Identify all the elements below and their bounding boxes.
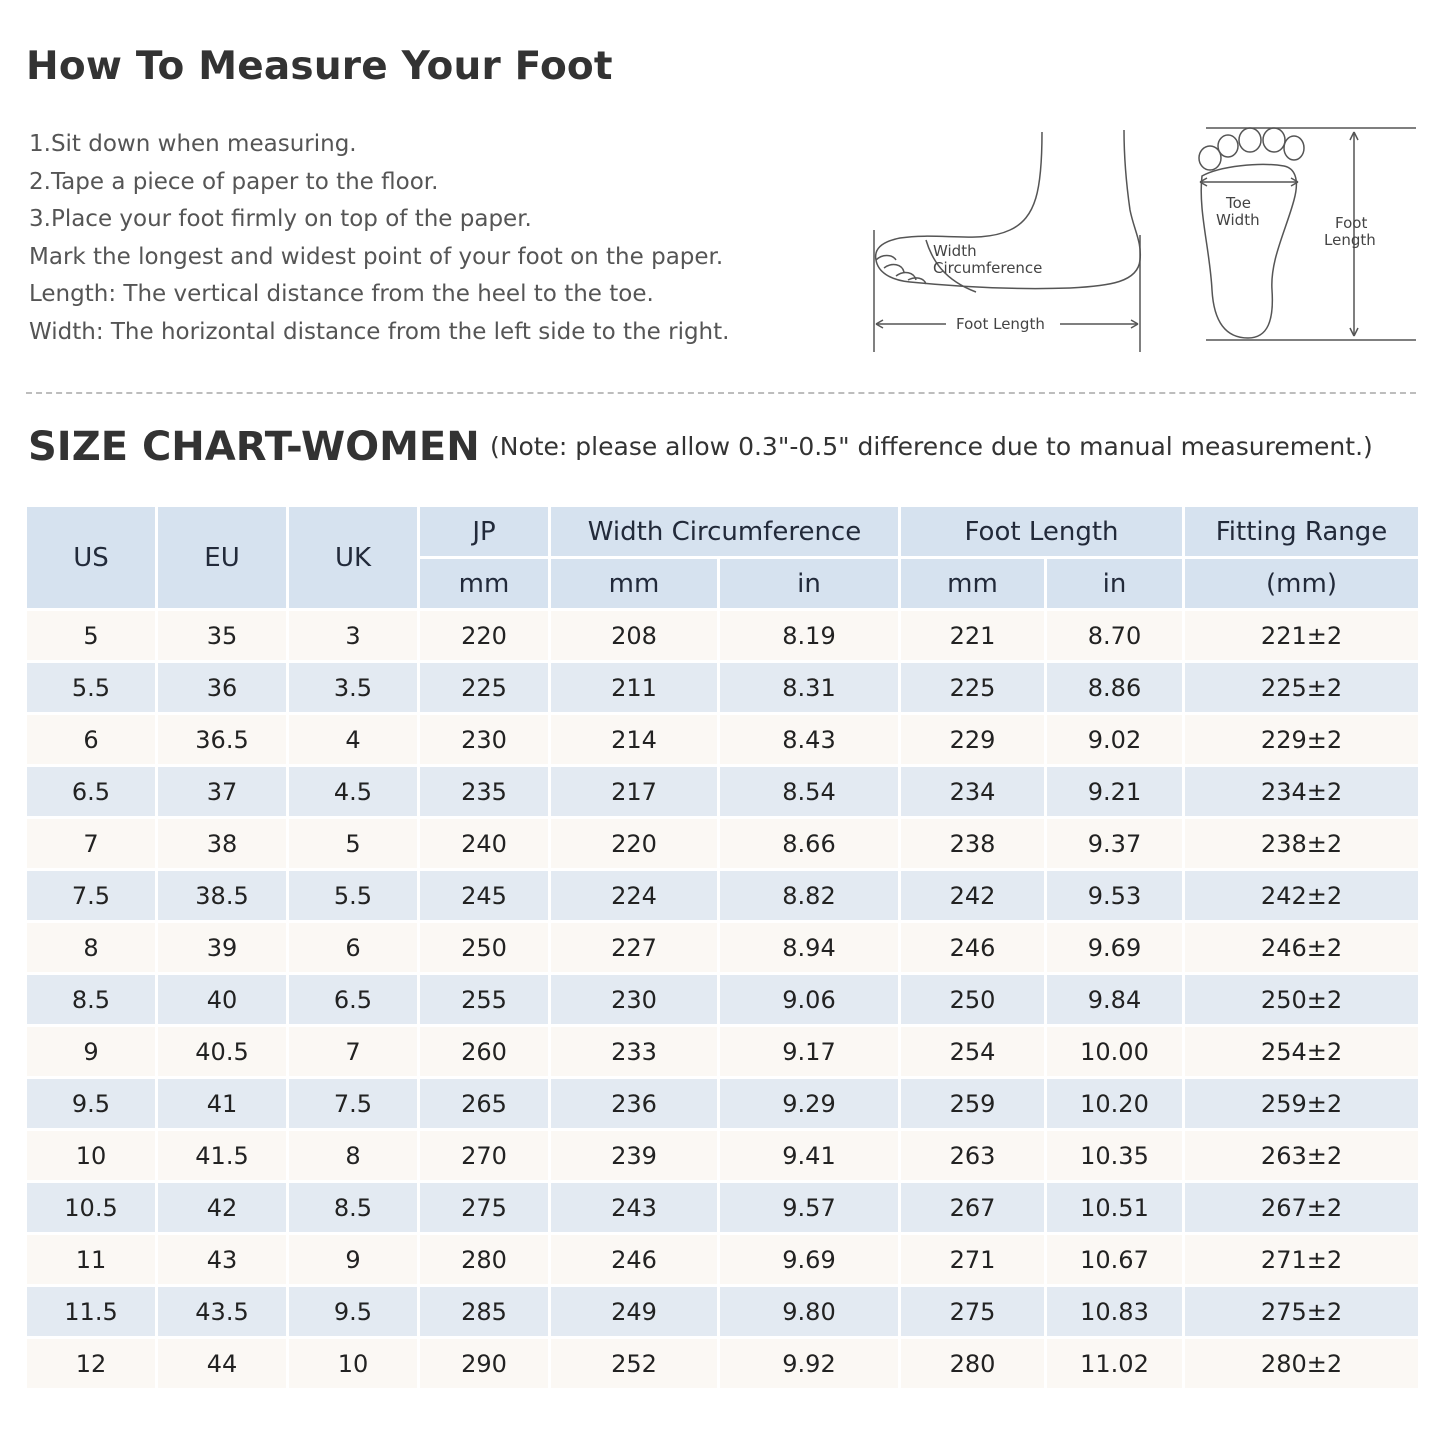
header-width-circumference: Width Circumference: [551, 507, 898, 556]
header-jp: JP: [420, 507, 548, 556]
cell-wc-mm: 246: [551, 1235, 717, 1284]
cell-wc-mm: 217: [551, 767, 717, 816]
cell-eu: 43.5: [158, 1287, 286, 1336]
cell-fl-mm: 234: [901, 767, 1044, 816]
cell-fitting-range: 225±2: [1185, 663, 1418, 712]
cell-fl-in: 11.02: [1047, 1339, 1182, 1388]
table-row: [27, 819, 1418, 868]
cell-wc-in: 9.92: [720, 1339, 898, 1388]
cell-eu: 40: [158, 975, 286, 1024]
header-jp-unit: mm: [420, 559, 548, 608]
cell-us: 9.5: [27, 1079, 155, 1128]
cell-us: 7.5: [27, 871, 155, 920]
instruction-step: Mark the longest and widest point of your foot on the paper.: [29, 243, 724, 270]
cell-eu: 41: [158, 1079, 286, 1128]
cell-fitting-range: 267±2: [1185, 1183, 1418, 1232]
cell-eu: 36.5: [158, 715, 286, 764]
cell-eu: 44: [158, 1339, 286, 1388]
cell-jp-mm: 250: [420, 923, 548, 972]
page-title: How To Measure Your Foot: [26, 44, 613, 89]
cell-fl-mm: 263: [901, 1131, 1044, 1180]
cell-us: 11.5: [27, 1287, 155, 1336]
cell-jp-mm: 290: [420, 1339, 548, 1388]
header-uk: UK: [289, 507, 417, 608]
table-row: [27, 1183, 1418, 1232]
size-chart-body: [27, 611, 1418, 1388]
cell-fl-in: 10.83: [1047, 1287, 1182, 1336]
top-length-label-1: Foot: [1335, 214, 1368, 232]
cell-uk: 5: [289, 819, 417, 868]
cell-wc-in: 8.66: [720, 819, 898, 868]
table-row: [27, 767, 1418, 816]
cell-wc-in: 9.80: [720, 1287, 898, 1336]
cell-eu: 43: [158, 1235, 286, 1284]
cell-eu: 37: [158, 767, 286, 816]
cell-fitting-range: 234±2: [1185, 767, 1418, 816]
table-row: [27, 975, 1418, 1024]
cell-wc-mm: 211: [551, 663, 717, 712]
foot-measure-diagram: [860, 120, 1420, 360]
cell-fitting-range: 271±2: [1185, 1235, 1418, 1284]
cell-fl-in: 10.00: [1047, 1027, 1182, 1076]
cell-fl-mm: 267: [901, 1183, 1044, 1232]
cell-jp-mm: 285: [420, 1287, 548, 1336]
cell-wc-in: 8.19: [720, 611, 898, 660]
cell-uk: 6.5: [289, 975, 417, 1024]
cell-wc-in: 8.43: [720, 715, 898, 764]
cell-jp-mm: 235: [420, 767, 548, 816]
cell-uk: 8: [289, 1131, 417, 1180]
instruction-step: 3.Place your foot firmly on top of the paper.: [29, 206, 532, 233]
size-chart-title: SIZE CHART-WOMEN: [28, 424, 480, 470]
cell-fitting-range: 259±2: [1185, 1079, 1418, 1128]
table-row: [27, 871, 1418, 920]
cell-fl-mm: 221: [901, 611, 1044, 660]
cell-fl-in: 9.21: [1047, 767, 1182, 816]
cell-fl-mm: 250: [901, 975, 1044, 1024]
cell-uk: 4.5: [289, 767, 417, 816]
table-row: [27, 663, 1418, 712]
cell-jp-mm: 240: [420, 819, 548, 868]
instruction-step: 2.Tape a piece of paper to the floor.: [29, 168, 439, 195]
cell-jp-mm: 220: [420, 611, 548, 660]
cell-fl-mm: 275: [901, 1287, 1044, 1336]
table-row: [27, 715, 1418, 764]
cell-wc-mm: 249: [551, 1287, 717, 1336]
table-row: [27, 1079, 1418, 1128]
cell-fl-in: 10.20: [1047, 1079, 1182, 1128]
cell-fitting-range: 275±2: [1185, 1287, 1418, 1336]
cell-fitting-range: 229±2: [1185, 715, 1418, 764]
cell-uk: 9: [289, 1235, 417, 1284]
cell-jp-mm: 255: [420, 975, 548, 1024]
cell-uk: 7: [289, 1027, 417, 1076]
cell-wc-mm: 239: [551, 1131, 717, 1180]
cell-us: 5: [27, 611, 155, 660]
cell-us: 8: [27, 923, 155, 972]
cell-wc-in: 9.06: [720, 975, 898, 1024]
cell-eu: 38: [158, 819, 286, 868]
cell-jp-mm: 275: [420, 1183, 548, 1232]
header-fr-unit: (mm): [1185, 559, 1418, 608]
cell-us: 8.5: [27, 975, 155, 1024]
top-foot-illustration: [1199, 128, 1416, 340]
size-chart-note: (Note: please allow 0.3"-0.5" difference due to manual measurement.): [490, 432, 1373, 461]
cell-fl-mm: 254: [901, 1027, 1044, 1076]
cell-fl-in: 9.02: [1047, 715, 1182, 764]
cell-us: 11: [27, 1235, 155, 1284]
cell-wc-in: 8.31: [720, 663, 898, 712]
header-us: US: [27, 507, 155, 608]
cell-fl-mm: 242: [901, 871, 1044, 920]
cell-jp-mm: 260: [420, 1027, 548, 1076]
cell-wc-in: 9.29: [720, 1079, 898, 1128]
table-row: [27, 1339, 1418, 1388]
cell-fl-in: 10.67: [1047, 1235, 1182, 1284]
cell-us: 10: [27, 1131, 155, 1180]
cell-fl-in: 9.53: [1047, 871, 1182, 920]
cell-us: 12: [27, 1339, 155, 1388]
cell-wc-mm: 233: [551, 1027, 717, 1076]
cell-fl-mm: 229: [901, 715, 1044, 764]
header-fitting-range: Fitting Range: [1185, 507, 1418, 556]
cell-fl-in: 9.37: [1047, 819, 1182, 868]
cell-eu: 42: [158, 1183, 286, 1232]
cell-eu: 35: [158, 611, 286, 660]
header-foot-length: Foot Length: [901, 507, 1182, 556]
cell-wc-in: 9.41: [720, 1131, 898, 1180]
cell-wc-mm: 214: [551, 715, 717, 764]
cell-jp-mm: 230: [420, 715, 548, 764]
cell-fitting-range: 280±2: [1185, 1339, 1418, 1388]
cell-uk: 5.5: [289, 871, 417, 920]
cell-eu: 39: [158, 923, 286, 972]
cell-wc-in: 8.94: [720, 923, 898, 972]
header-fl-in: in: [1047, 559, 1182, 608]
cell-wc-mm: 243: [551, 1183, 717, 1232]
cell-uk: 9.5: [289, 1287, 417, 1336]
cell-eu: 40.5: [158, 1027, 286, 1076]
cell-fitting-range: 246±2: [1185, 923, 1418, 972]
cell-fl-mm: 259: [901, 1079, 1044, 1128]
toe-width-label-2: Width: [1216, 211, 1260, 229]
cell-uk: 7.5: [289, 1079, 417, 1128]
cell-wc-in: 8.54: [720, 767, 898, 816]
cell-jp-mm: 270: [420, 1131, 548, 1180]
cell-wc-mm: 208: [551, 611, 717, 660]
cell-wc-mm: 220: [551, 819, 717, 868]
cell-eu: 38.5: [158, 871, 286, 920]
top-length-label-2: Length: [1324, 231, 1376, 249]
cell-fl-in: 10.35: [1047, 1131, 1182, 1180]
cell-wc-in: 9.57: [720, 1183, 898, 1232]
cell-uk: 6: [289, 923, 417, 972]
header-wc-mm: mm: [551, 559, 717, 608]
cell-jp-mm: 280: [420, 1235, 548, 1284]
side-width-label-2: Circumference: [933, 259, 1043, 277]
side-length-label: Foot Length: [956, 315, 1045, 333]
measure-instructions: [29, 126, 729, 352]
header-fl-mm: mm: [901, 559, 1044, 608]
table-row: [27, 1131, 1418, 1180]
cell-wc-mm: 227: [551, 923, 717, 972]
cell-wc-mm: 224: [551, 871, 717, 920]
cell-wc-in: 9.69: [720, 1235, 898, 1284]
cell-us: 10.5: [27, 1183, 155, 1232]
cell-fitting-range: 238±2: [1185, 819, 1418, 868]
header-eu: EU: [158, 507, 286, 608]
table-row: [27, 1287, 1418, 1336]
table-row: [27, 1027, 1418, 1076]
instruction-step: Length: The vertical distance from the heel to the toe.: [29, 281, 654, 308]
cell-us: 9: [27, 1027, 155, 1076]
cell-fl-in: 9.84: [1047, 975, 1182, 1024]
cell-jp-mm: 225: [420, 663, 548, 712]
cell-fl-in: 9.69: [1047, 923, 1182, 972]
side-width-label-1: Width: [933, 242, 977, 260]
cell-wc-in: 8.82: [720, 871, 898, 920]
table-row: [27, 923, 1418, 972]
instruction-step: 1.Sit down when measuring.: [29, 131, 357, 157]
cell-fl-in: 8.70: [1047, 611, 1182, 660]
cell-us: 5.5: [27, 663, 155, 712]
cell-fl-in: 10.51: [1047, 1183, 1182, 1232]
cell-uk: 10: [289, 1339, 417, 1388]
cell-fl-mm: 280: [901, 1339, 1044, 1388]
cell-jp-mm: 245: [420, 871, 548, 920]
cell-fl-mm: 271: [901, 1235, 1044, 1284]
cell-wc-mm: 252: [551, 1339, 717, 1388]
cell-fitting-range: 221±2: [1185, 611, 1418, 660]
cell-uk: 8.5: [289, 1183, 417, 1232]
cell-wc-mm: 230: [551, 975, 717, 1024]
cell-uk: 4: [289, 715, 417, 764]
cell-fitting-range: 263±2: [1185, 1131, 1418, 1180]
table-row: [27, 1235, 1418, 1284]
table-row: [27, 611, 1418, 660]
cell-fitting-range: 242±2: [1185, 871, 1418, 920]
cell-us: 6: [27, 715, 155, 764]
section-divider: [26, 392, 1416, 394]
cell-wc-in: 9.17: [720, 1027, 898, 1076]
cell-us: 6.5: [27, 767, 155, 816]
cell-us: 7: [27, 819, 155, 868]
cell-fitting-range: 250±2: [1185, 975, 1418, 1024]
cell-fitting-range: 254±2: [1185, 1027, 1418, 1076]
cell-fl-mm: 238: [901, 819, 1044, 868]
cell-uk: 3: [289, 611, 417, 660]
instruction-step: Width: The horizontal distance from the left side to the right.: [29, 318, 730, 345]
cell-fl-mm: 246: [901, 923, 1044, 972]
cell-eu: 36: [158, 663, 286, 712]
size-chart-table: [24, 504, 1421, 1391]
cell-jp-mm: 265: [420, 1079, 548, 1128]
toe-width-label-1: Toe: [1226, 194, 1252, 212]
cell-fl-in: 8.86: [1047, 663, 1182, 712]
cell-wc-mm: 236: [551, 1079, 717, 1128]
cell-eu: 41.5: [158, 1131, 286, 1180]
header-wc-in: in: [720, 559, 898, 608]
cell-uk: 3.5: [289, 663, 417, 712]
cell-fl-mm: 225: [901, 663, 1044, 712]
